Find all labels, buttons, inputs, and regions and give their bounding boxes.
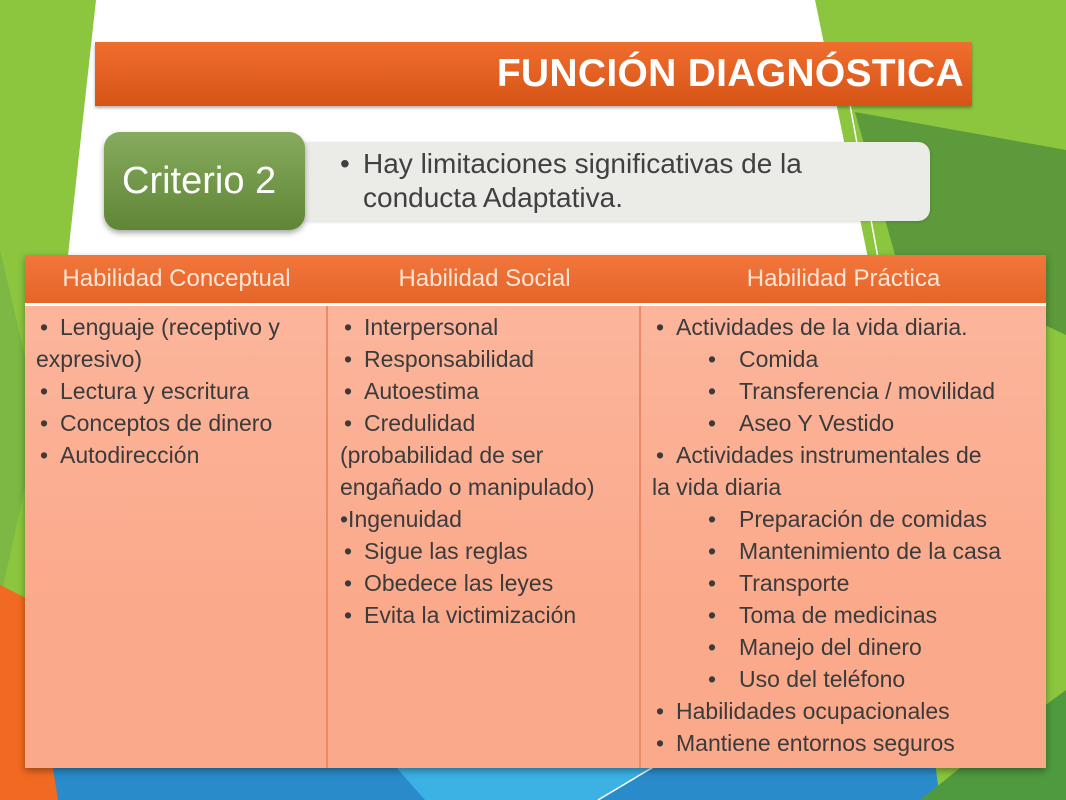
- list-item-text: Mantiene entornos seguros: [676, 730, 955, 756]
- list-item-text: Evita la victimización: [364, 602, 577, 628]
- list-item: [652, 695, 1046, 727]
- bullet-marker: •: [708, 346, 717, 372]
- list-item-text: engañado o manipulado): [340, 474, 595, 500]
- bullet-marker: •: [40, 410, 49, 436]
- list-item: [36, 439, 326, 471]
- list-item-text: Interpersonal: [364, 314, 499, 340]
- list-item-text: Conceptos de dinero: [60, 410, 273, 436]
- list-item-text: expresivo): [36, 346, 143, 372]
- list-item-text: Aseo Y Vestido: [739, 410, 895, 436]
- column-body-practical: [641, 306, 1046, 768]
- bullet-marker: •: [708, 634, 717, 660]
- list-item-text: Responsabilidad: [364, 346, 535, 372]
- list-item-text: Transporte: [739, 570, 850, 596]
- column-header-social: Habilidad Social: [398, 265, 571, 292]
- sub-list-item: [652, 663, 1046, 695]
- bullet-marker: •: [340, 148, 350, 179]
- list-item-text: Actividades de la vida diaria.: [676, 314, 968, 340]
- column-header-conceptual: Habilidad Conceptual: [62, 265, 291, 292]
- list-item-text: Uso del teléfono: [739, 666, 906, 692]
- column-body-conceptual: [25, 306, 328, 768]
- bullet-marker: •: [344, 378, 353, 404]
- sub-list-item: [652, 535, 1046, 567]
- bullet-marker: •: [656, 442, 665, 468]
- list-line: [340, 471, 639, 503]
- bullet-marker: •: [344, 538, 353, 564]
- criterion-label-box: [104, 132, 305, 230]
- list-item-text: Lectura y escritura: [60, 378, 250, 404]
- bullet-marker: •: [344, 602, 353, 628]
- list-item: [340, 407, 639, 439]
- list-item-text: Preparación de comidas: [739, 506, 988, 532]
- list-item: [652, 439, 1046, 471]
- list-item: [36, 375, 326, 407]
- bullet-marker: •: [708, 506, 717, 532]
- bullet-marker: •: [344, 314, 353, 340]
- criterion-label: Criterio 2: [122, 159, 277, 202]
- sub-list-item: [652, 599, 1046, 631]
- list-item-text: Manejo del dinero: [739, 634, 922, 660]
- bullet-marker: •: [656, 698, 665, 724]
- title-banner: [95, 42, 972, 106]
- bullet-marker: •: [40, 378, 49, 404]
- bullet-marker: •: [708, 666, 717, 692]
- criterion-description-line: Hay limitaciones significativas de la: [363, 148, 802, 179]
- slide-title: FUNCIÓN DIAGNÓSTICA: [496, 52, 964, 95]
- column-body-social: [328, 306, 641, 768]
- list-item-text: •Ingenuidad: [340, 506, 462, 532]
- bullet-marker: •: [40, 442, 49, 468]
- list-item-text: la vida diaria: [652, 474, 782, 500]
- list-item-text: Autoestima: [364, 378, 480, 404]
- list-item-text: Actividades instrumentales de: [676, 442, 982, 468]
- sub-list-item: [652, 375, 1046, 407]
- bullet-marker: •: [344, 410, 353, 436]
- list-item: [340, 343, 639, 375]
- table-body-row: [25, 306, 1046, 768]
- bullet-marker: •: [656, 730, 665, 756]
- column-header-practical: Habilidad Práctica: [746, 265, 941, 292]
- bullet-marker: •: [344, 346, 353, 372]
- sub-list-item: [652, 567, 1046, 599]
- list-item-text: Toma de medicinas: [739, 602, 938, 628]
- list-item: [340, 375, 639, 407]
- bullet-marker: •: [344, 570, 353, 596]
- bullet-marker: •: [656, 314, 665, 340]
- table-header-row: [25, 255, 1046, 306]
- list-item: [36, 407, 326, 439]
- list-item: [340, 599, 639, 631]
- list-line: [340, 503, 639, 535]
- sub-list-item: [652, 343, 1046, 375]
- sub-list-item: [652, 503, 1046, 535]
- bullet-marker: •: [40, 314, 49, 340]
- bullet-marker: •: [708, 378, 717, 404]
- list-item-text: Transferencia / movilidad: [739, 378, 996, 404]
- list-item: [340, 535, 639, 567]
- list-item-text: Comida: [739, 346, 819, 372]
- sub-list-item: [652, 631, 1046, 663]
- list-item-text: Obedece las leyes: [364, 570, 554, 596]
- list-item: [36, 311, 326, 343]
- bullet-marker: •: [708, 410, 717, 436]
- list-item-text: Sigue las reglas: [364, 538, 528, 564]
- list-item-text: Autodirección: [60, 442, 200, 468]
- list-item-text: Habilidades ocupacionales: [676, 698, 950, 724]
- list-item: [652, 727, 1046, 759]
- criterion-description-lines: [363, 147, 802, 215]
- list-item: [652, 311, 1046, 343]
- list-line: [652, 471, 1046, 503]
- bullet-marker: •: [708, 570, 717, 596]
- list-line: [36, 343, 326, 375]
- list-item-text: Mantenimiento de la casa: [739, 538, 1002, 564]
- bullet-marker: •: [708, 538, 717, 564]
- bullet-marker: •: [708, 602, 717, 628]
- list-item: [340, 567, 639, 599]
- list-line: [340, 439, 639, 471]
- list-item: [340, 311, 639, 343]
- sub-list-item: [652, 407, 1046, 439]
- list-item-text: (probabilidad de ser: [340, 442, 544, 468]
- skills-table: [25, 255, 1046, 768]
- list-item-text: Credulidad: [364, 410, 476, 436]
- list-item-text: Lenguaje (receptivo y: [60, 314, 280, 340]
- criterion-description-line: conducta Adaptativa.: [363, 182, 623, 213]
- criterion-description: [340, 147, 802, 215]
